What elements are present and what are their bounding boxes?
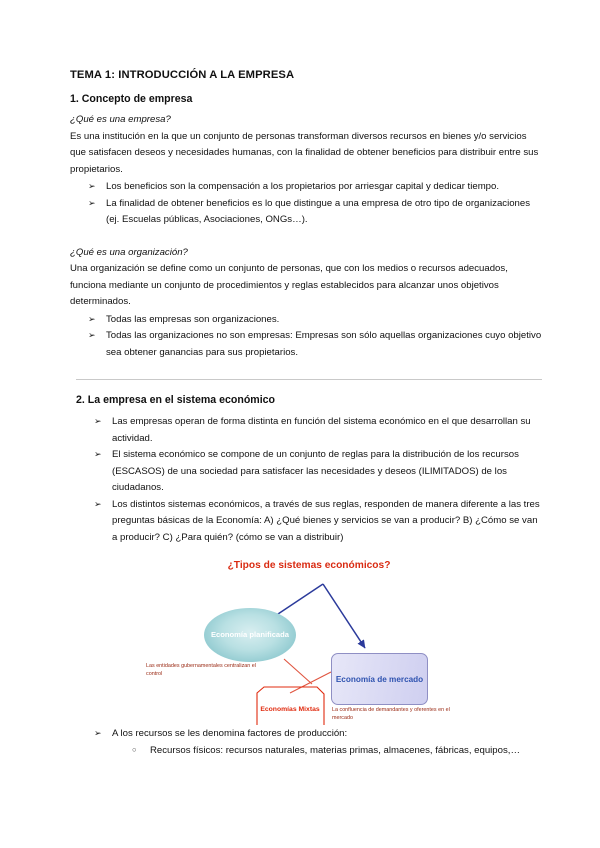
list-item-text: A los recursos se les denomina factores de producción: [112, 728, 348, 740]
list-item-text: Todas las organizaciones no son empresas: Empresas son sólo aquellas organizaciones cuyo objetivo sea obtener ganancias para sus propietarios. [106, 330, 542, 358]
question-que-es-una-empresa: ¿Qué es una empresa? [70, 114, 171, 126]
section-2 [76, 393, 542, 759]
node-economias-mixtas [256, 687, 324, 731]
bullet-list-sistema-economico [76, 414, 542, 546]
page-title: TEMA 1: INTRODUCCIÓN A LA EMPRESA [70, 69, 295, 81]
bullet-list-factores-produccion [76, 726, 542, 743]
list-item [76, 743, 542, 760]
question-que-es-una-organizacion: ¿Qué es una organización? [70, 246, 188, 258]
arrow-bullet-icon: ➢ [94, 728, 102, 739]
caption-mercado: La confluencia de demandantes y oferentes en el mercado [332, 707, 450, 722]
list-item-text: Los beneficios son la compensación a los propietarios por arriesgar capital y dedicar tiempo. [106, 181, 500, 193]
node-economia-de-mercado: Economía de mercado [331, 653, 428, 705]
paragraph-definicion-organizacion: Una organización se define como un conjunto de personas, que con los medios o recursos adecuados, funciona mediante un conjunto de procedimientos y reglas establecidos para alcanzar unos objetivos determinados. [70, 263, 508, 308]
red-line-planificada-to-mixtas [284, 659, 312, 684]
section-1-heading: 1. Concepto de empresa [70, 93, 193, 106]
paragraph-definicion-empresa: Es una institución en la que un conjunto de personas transforman diversos recursos en bienes y/o servicios que satisfacen deseos y necesidades humanas, con la finalidad de obtener beneficios para distribuir entre sus propietarios. [70, 130, 539, 175]
arrow-bullet-icon: ➢ [94, 498, 102, 509]
circle-bullet-icon: ○ [132, 744, 137, 754]
arrow-bullet-icon: ➢ [88, 181, 96, 192]
bullet-list-empresa [70, 179, 542, 229]
list-item [70, 328, 542, 361]
arrow-to-mercado [323, 584, 365, 648]
list-item-text: Las empresas operan de forma distinta en función del sistema económico en el que desarrollan su actividad. [112, 416, 531, 444]
list-item-text: La finalidad de obtener beneficios es lo que distingue a una empresa de otro tipo de organizaciones (ej. Escuelas públicas, Asociaciones, ONGs…). [106, 197, 531, 226]
arrow-bullet-icon: ➢ [88, 313, 96, 324]
list-item [70, 312, 542, 329]
list-item-text: Recursos físicos: recursos naturales, materias primas, almacenes, fábricas, equipos,… [150, 744, 521, 756]
arrow-bullet-icon: ➢ [88, 330, 96, 341]
list-item-text: Los distintos sistemas económicos, a través de sus reglas, responden de manera diferente a las tres preguntas básicas de la Economía: A) ¿Qué bienes y servicios se van a producir? B) ¿Cómo se van a producir? C) ¿Para quién? (cómo se van a distribuir) [112, 498, 540, 543]
section-2-heading: 2. La empresa en el sistema económico [76, 394, 276, 407]
arrow-bullet-icon: ➢ [88, 197, 96, 208]
list-item [76, 726, 542, 743]
list-item-text: Todas las empresas son organizaciones. [106, 313, 280, 325]
list-item [76, 447, 542, 497]
node-economias-mixtas-label: Economías Mixtas [260, 705, 320, 713]
list-item [76, 497, 542, 547]
diagram-title: ¿Tipos de sistemas económicos? [227, 560, 391, 572]
sub-bullet-list-recursos [76, 743, 542, 760]
diagram-tipos-sistemas-economicos [76, 560, 542, 725]
caption-planificada: Las entidades gubernamentales centralizan el control [146, 663, 256, 678]
arrow-bullet-icon: ➢ [94, 449, 102, 460]
spacer [70, 229, 542, 246]
node-economia-planificada: Economía planificada [204, 608, 296, 662]
arrow-bullet-icon: ➢ [94, 416, 102, 427]
list-item [76, 414, 542, 447]
section-divider [76, 379, 542, 380]
list-item [70, 196, 542, 229]
bullet-list-organizacion [70, 312, 542, 362]
list-item [70, 179, 542, 196]
list-item-text: El sistema económico se compone de un conjunto de reglas para la distribución de los recursos (ESCASOS) de una sociedad para satisfacer las necesidades y deseos (ILIMITADOS) de los ciudadanos. [112, 449, 519, 494]
